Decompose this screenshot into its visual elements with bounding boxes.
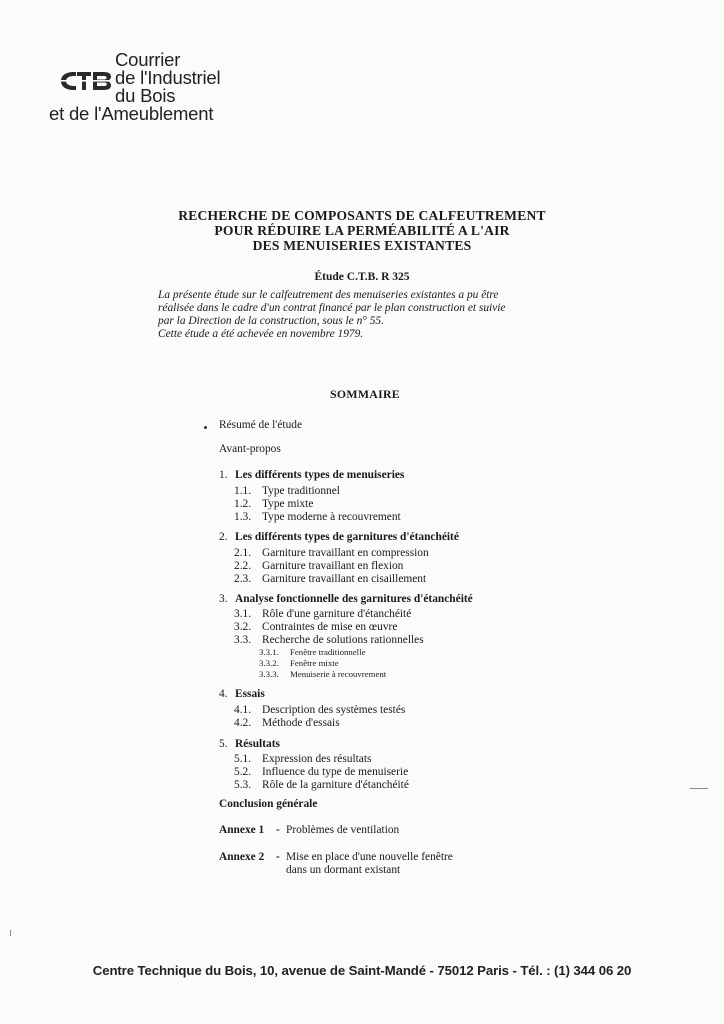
toc-item-label: Influence du type de menuiserie: [262, 766, 409, 778]
footer-address: Centre Technique du Bois, 10, avenue de Saint-Mandé - 75012 Paris - Tél. : (1) 344 06 20: [92, 963, 632, 978]
toc-section-number: 1.: [219, 469, 228, 481]
toc-subitem-number: 3.3.1.: [259, 647, 279, 657]
toc-subitem-number: 3.3.2.: [259, 658, 279, 668]
toc-item-number: 4.1.: [234, 704, 252, 716]
toc-item-label: Type moderne à recouvrement: [262, 511, 401, 523]
toc-section-title: Les différents types de garnitures d'étanchéité: [235, 531, 459, 543]
toc-section-number: 5.: [219, 738, 228, 750]
toc-section-number: 3.: [219, 593, 228, 605]
toc-subitem-label: Fenêtre mixte: [290, 658, 339, 668]
toc-subitem-label: Fenêtre traditionnelle: [290, 647, 366, 657]
intro-line-4: Cette étude a été achevée en novembre 1979.: [158, 328, 364, 340]
toc-item-number: 1.1.: [234, 485, 252, 497]
masthead-line-2: de l'Industriel: [115, 67, 221, 88]
toc-item-label: Rôle d'une garniture d'étanchéité: [262, 608, 412, 620]
toc-section-number: 2.: [219, 531, 228, 543]
toc-item-number: 3.1.: [234, 608, 252, 620]
toc-item-label: Contraintes de mise en œuvre: [262, 621, 398, 633]
title-line-3: DES MENUISERIES EXISTANTES: [252, 238, 472, 253]
intro-line-2: réalisée dans le cadre d'un contrat financé par le plan construction et suivie: [158, 302, 506, 314]
intro-line-1: La présente étude sur le calfeutrement des menuiseries existantes a pu être: [158, 289, 499, 301]
toc-annexe-text: Problèmes de ventilation: [286, 824, 400, 836]
bullet-icon: [204, 426, 207, 429]
toc-item-label: Type mixte: [262, 498, 314, 510]
toc-item-label: Description des systèmes testés: [262, 704, 406, 716]
toc-section-title: Analyse fonctionnelle des garnitures d'étanchéité: [235, 593, 473, 605]
toc-annexe-label: Annexe 1: [219, 824, 265, 836]
summary-heading: SOMMAIRE: [330, 387, 400, 401]
toc-item-number: 2.1.: [234, 547, 252, 559]
toc-item-number: 1.3.: [234, 511, 252, 523]
toc-item-label: Recherche de solutions rationnelles: [262, 634, 424, 646]
toc-item-number: 5.1.: [234, 753, 252, 765]
toc-annexe-text: dans un dormant existant: [286, 864, 401, 876]
toc-resume: Résumé de l'étude: [219, 419, 303, 431]
toc-item-label: Méthode d'essais: [262, 717, 340, 729]
toc-annexe-text: Mise en place d'une nouvelle fenêtre: [286, 851, 453, 863]
toc-section-title: Les différents types de menuiseries: [235, 469, 405, 481]
toc-item-label: Garniture travaillant en flexion: [262, 560, 404, 572]
masthead-line-3: du Bois: [115, 85, 176, 106]
toc-item-label: Rôle de la garniture d'étanchéité: [262, 779, 409, 791]
toc-item-number: 5.3.: [234, 779, 252, 791]
masthead-line-1: Courrier: [115, 49, 181, 70]
title-line-2: POUR RÉDUIRE LA PERMÉABILITÉ A L'AIR: [214, 223, 510, 238]
intro-line-3: par la Direction de la construction, sous le n° 55.: [158, 315, 384, 327]
toc-annexe-dash: -: [276, 824, 280, 836]
toc-subitem-number: 3.3.3.: [259, 669, 279, 679]
toc-item-number: 4.2.: [234, 717, 252, 729]
toc-item-number: 5.2.: [234, 766, 252, 778]
toc-item-number: 3.3.: [234, 634, 252, 646]
study-reference: Étude C.T.B. R 325: [314, 271, 410, 283]
scan-speck: [10, 930, 11, 936]
toc-item-number: 2.3.: [234, 573, 252, 585]
toc-item-label: Garniture travaillant en cisaillement: [262, 573, 427, 585]
toc-annexe-label: Annexe 2: [219, 851, 265, 863]
toc-section-title: Résultats: [235, 738, 280, 750]
toc-item-number: 1.2.: [234, 498, 252, 510]
toc-section-number: 4.: [219, 688, 228, 700]
toc-annexe-dash: -: [276, 851, 280, 863]
toc-item-label: Type traditionnel: [262, 485, 340, 497]
toc-conclusion: Conclusion générale: [219, 798, 318, 810]
toc-item-number: 3.2.: [234, 621, 252, 633]
title-line-1: RECHERCHE DE COMPOSANTS DE CALFEUTREMENT: [178, 208, 546, 223]
masthead-line-4: et de l'Ameublement: [49, 103, 214, 124]
toc-section-title: Essais: [235, 688, 265, 700]
toc-item-label: Expression des résultats: [262, 753, 372, 765]
toc-avant-propos: Avant-propos: [219, 443, 281, 455]
toc-subitem-label: Menuiserie à recouvrement: [290, 669, 387, 679]
scan-speck: [690, 788, 708, 789]
toc-item-number: 2.2.: [234, 560, 252, 572]
toc-item-label: Garniture travaillant en compression: [262, 547, 429, 559]
